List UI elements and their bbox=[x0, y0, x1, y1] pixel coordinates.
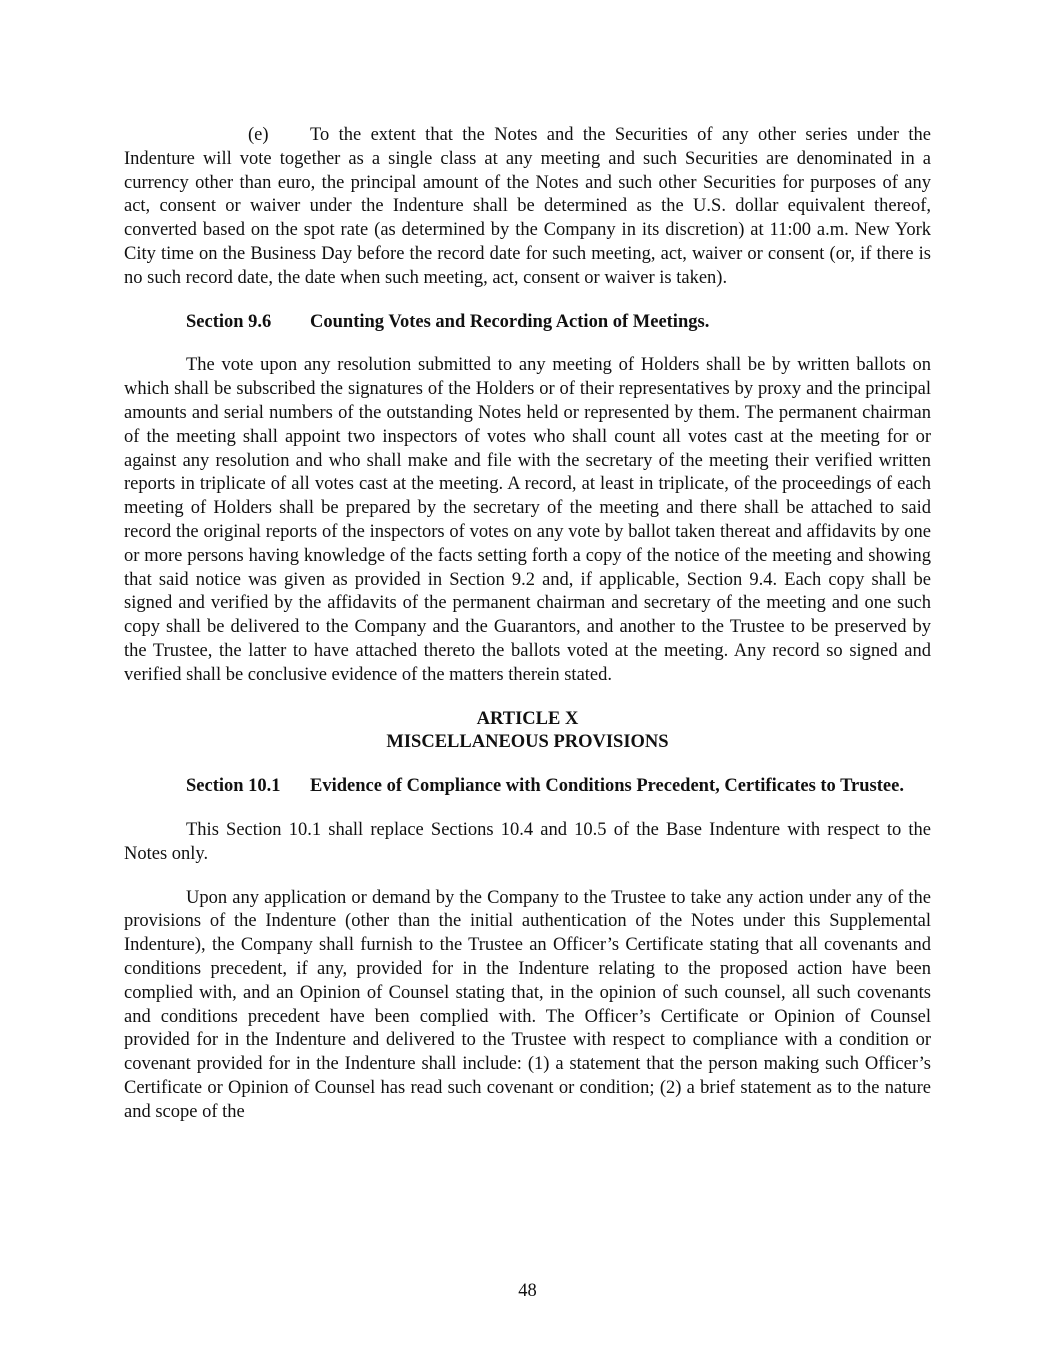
page-number: 48 bbox=[518, 1281, 537, 1301]
article-heading bbox=[124, 708, 931, 756]
section-9-6-body: The vote upon any resolution submitted to any meeting of Holders shall be by written ballots on which shall be subscribed the signatures of the Holders or of their representatives by proxy and the principal amounts and serial numbers of the outstanding Notes held or represented by them. The permanent chairman of the meeting shall appoint two inspectors of votes who shall count all votes cast at the meeting for or against any resolution and who shall make and file with the secretary of the meeting their verified written reports in triplicate of all votes cast at the meeting. A record, at least in triplicate, of the proceedings of each meeting of Holders shall be prepared by the secretary of the meeting and there shall be attached to said record the original reports of the inspectors of votes on any vote by ballot taken thereat and affidavits by one or more persons having knowledge of the facts setting forth a copy of the notice of the meeting and showing that said notice was given as provided in Section 9.2 and, if applicable, Section 9.4. Each copy shall be signed and verified by the affidavits of the permanent chairman and secretary of the meeting and one such copy shall be delivered to the Company and the Guarantors, and another to the Trustee to be preserved by the Trustee, the latter to have attached thereto the ballots voted at the meeting. Any record so signed and verified shall be conclusive evidence of the matters therein stated. bbox=[124, 355, 931, 685]
section-10-1-number: Section 10.1 bbox=[186, 776, 281, 797]
clause-e-text: To the extent that the Notes and the Securities of any other series under the Indenture will vote together as a single class at any meeting and such Securities are denominated in a currency other than euro, the principal amount of the Notes and such other Securities for purposes of any act, consent or waiver under the Indenture shall be determined as the U.S. dollar equivalent thereof, converted based on the spot rate (as determined by the Company in its discretion) at 11:00 a.m. New York City time on the Business Day before the record date for such meeting, act, waiver or consent (or, if there is no such record date, the date when such meeting, act, consent or waiver is taken). bbox=[124, 125, 931, 288]
section-9-6-title: Counting Votes and Recording Action of Meetings. bbox=[310, 311, 710, 332]
article-number: ARTICLE X bbox=[476, 708, 579, 729]
clause-e-paragraph bbox=[124, 124, 931, 291]
document-page bbox=[124, 124, 931, 1124]
section-10-1-paragraph-2: Upon any application or demand by the Company to the Trustee to take any action under any of the provisions of the Indenture (other than the initial authentication of the Notes under this Supplemental Indenture), the Company shall furnish to the Trustee an Officer’s Certificate stating that all covenants and conditions precedent, if any, provided for in the Indenture relating to the proposed action have been complied with, and an Opinion of Counsel stating that, in the opinion of such counsel, all such covenants and conditions precedent have been complied with. The Officer’s Certificate or Opinion of Counsel provided for in the Indenture and delivered to the Trustee with respect to compliance with a condition or covenant provided for in the Indenture shall include: (1) a statement that the person making such Officer’s Certificate or Opinion of Counsel has read such covenant or condition; (2) a brief statement as to the nature and scope of the bbox=[124, 887, 931, 1122]
section-10-1-title: Evidence of Compliance with Conditions Precedent, Certificates to Trustee. bbox=[310, 776, 904, 797]
section-9-6-heading bbox=[124, 311, 931, 335]
section-9-6-number: Section 9.6 bbox=[186, 311, 272, 332]
section-10-1-paragraph-1: This Section 10.1 shall replace Sections 10.4 and 10.5 of the Base Indenture with respect to the Notes only. bbox=[124, 819, 931, 864]
article-title: MISCELLANEOUS PROVISIONS bbox=[386, 732, 669, 753]
clause-e-label: (e) bbox=[248, 125, 269, 145]
section-10-1-heading bbox=[124, 775, 931, 799]
